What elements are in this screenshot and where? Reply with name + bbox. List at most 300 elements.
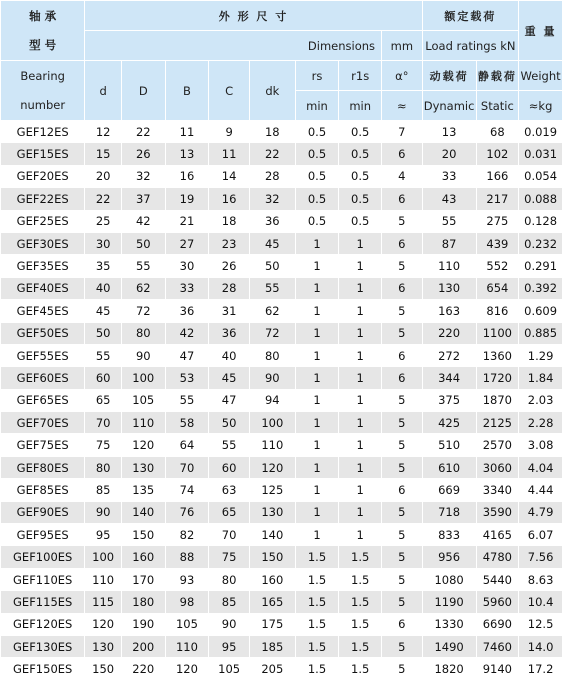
cell-rs: 1 [295,412,339,434]
cell-r1s: 0.5 [339,210,382,232]
col-dynamic-en-header: Dynamic [422,91,476,121]
cell-C: 65 [209,501,250,523]
cell-static: 2570 [476,434,519,456]
cell-B: 36 [165,300,209,322]
cell-model: GEF55ES [1,344,85,366]
cell-B: 21 [165,210,209,232]
cell-dk: 72 [249,322,295,344]
cell-alpha: 5 [382,635,423,657]
cell-dk: 45 [249,232,295,254]
col-r1s-header: r1s [339,61,382,91]
cell-model: GEF25ES [1,210,85,232]
dimensions-unit: mm [382,31,423,61]
cell-static: 1360 [476,344,519,366]
cell-dk: 120 [249,456,295,478]
cell-alpha: 6 [382,613,423,635]
cell-rs: 1 [295,479,339,501]
cell-d: 110 [85,568,122,590]
cell-d: 120 [85,613,122,635]
cell-d: 75 [85,434,122,456]
cell-dk: 94 [249,389,295,411]
cell-dynamic: 510 [422,434,476,456]
table-row [1,524,563,546]
cell-r1s: 1 [339,300,382,322]
cell-D: 72 [121,300,165,322]
cell-B: 19 [165,188,209,210]
cell-dk: 150 [249,546,295,568]
cell-dynamic: 344 [422,367,476,389]
cell-alpha: 6 [382,277,423,299]
cell-rs: 1 [295,524,339,546]
cell-r1s: 1.5 [339,546,382,568]
cell-weight: 17.2 [519,658,563,680]
table-row [1,143,563,165]
table-row [1,188,563,210]
cell-alpha: 5 [382,658,423,680]
cell-C: 55 [209,434,250,456]
cell-model: GEF22ES [1,188,85,210]
cell-dk: 55 [249,277,295,299]
cell-model: GEF110ES [1,568,85,590]
cell-dk: 18 [249,121,295,143]
table-row [1,546,563,568]
cell-static: 9140 [476,658,519,680]
col-static-en-header: Static [476,91,519,121]
cell-model: GEF85ES [1,479,85,501]
weight-unit-header: ≈kg [519,91,563,121]
cell-static: 5440 [476,568,519,590]
cell-rs: 1.5 [295,635,339,657]
cell-dynamic: 718 [422,501,476,523]
cell-C: 40 [209,344,250,366]
col-dynamic-zh-header: 动载荷 [422,61,476,91]
cell-weight: 6.07 [519,524,563,546]
cell-alpha: 6 [382,143,423,165]
table-row [1,210,563,232]
cell-static: 275 [476,210,519,232]
cell-r1s: 1 [339,434,382,456]
cell-rs: 1 [295,255,339,277]
col-C-header: C [209,61,250,121]
cell-D: 50 [121,232,165,254]
cell-r1s: 1 [339,412,382,434]
cell-d: 80 [85,456,122,478]
cell-C: 105 [209,658,250,680]
cell-C: 9 [209,121,250,143]
cell-dynamic: 33 [422,165,476,187]
cell-r1s: 1.5 [339,635,382,657]
cell-r1s: 0.5 [339,121,382,143]
cell-B: 64 [165,434,209,456]
cell-d: 85 [85,479,122,501]
cell-dk: 125 [249,479,295,501]
cell-dk: 140 [249,524,295,546]
cell-d: 20 [85,165,122,187]
bearing-number-en-header: Bearing number [1,61,85,121]
cell-C: 90 [209,613,250,635]
cell-C: 75 [209,546,250,568]
cell-D: 130 [121,456,165,478]
cell-rs: 1 [295,300,339,322]
cell-static: 102 [476,143,519,165]
cell-static: 3340 [476,479,519,501]
cell-static: 3590 [476,501,519,523]
cell-alpha: 5 [382,546,423,568]
cell-alpha: 6 [382,344,423,366]
table-row [1,322,563,344]
cell-static: 6690 [476,613,519,635]
cell-dk: 110 [249,434,295,456]
cell-B: 98 [165,591,209,613]
cell-D: 190 [121,613,165,635]
cell-alpha: 5 [382,322,423,344]
cell-dynamic: 1190 [422,591,476,613]
cell-model: GEF12ES [1,121,85,143]
cell-dynamic: 272 [422,344,476,366]
cell-dynamic: 163 [422,300,476,322]
cell-rs: 1 [295,456,339,478]
cell-r1s: 1 [339,524,382,546]
cell-dk: 28 [249,165,295,187]
cell-d: 22 [85,188,122,210]
cell-dynamic: 130 [422,277,476,299]
col-r1s-sub-header: min [339,91,382,121]
cell-weight: 4.79 [519,501,563,523]
cell-static: 1100 [476,322,519,344]
cell-rs: 1 [295,322,339,344]
load-ratings-en-header: Load ratings kN [422,31,519,61]
cell-d: 70 [85,412,122,434]
cell-alpha: 7 [382,121,423,143]
cell-D: 80 [121,322,165,344]
cell-C: 85 [209,591,250,613]
cell-d: 35 [85,255,122,277]
cell-D: 26 [121,143,165,165]
cell-weight: 1.84 [519,367,563,389]
cell-B: 105 [165,613,209,635]
cell-weight: 0.088 [519,188,563,210]
cell-D: 150 [121,524,165,546]
cell-dynamic: 833 [422,524,476,546]
cell-static: 552 [476,255,519,277]
cell-r1s: 1 [339,344,382,366]
cell-dynamic: 55 [422,210,476,232]
cell-C: 31 [209,300,250,322]
cell-static: 2125 [476,412,519,434]
cell-weight: 4.04 [519,456,563,478]
cell-C: 28 [209,277,250,299]
cell-B: 76 [165,501,209,523]
cell-r1s: 1.5 [339,658,382,680]
cell-static: 5960 [476,591,519,613]
cell-model: GEF95ES [1,524,85,546]
cell-dynamic: 110 [422,255,476,277]
cell-alpha: 5 [382,300,423,322]
cell-dk: 50 [249,255,295,277]
cell-alpha: 5 [382,389,423,411]
cell-model: GEF30ES [1,232,85,254]
cell-dynamic: 1490 [422,635,476,657]
cell-weight: 2.28 [519,412,563,434]
cell-static: 4780 [476,546,519,568]
cell-model: GEF45ES [1,300,85,322]
cell-model: GEF65ES [1,389,85,411]
cell-r1s: 1 [339,277,382,299]
cell-alpha: 5 [382,591,423,613]
cell-weight: 14.0 [519,635,563,657]
table-row [1,277,563,299]
cell-model: GEF70ES [1,412,85,434]
cell-rs: 0.5 [295,188,339,210]
cell-rs: 1.5 [295,658,339,680]
cell-d: 12 [85,121,122,143]
cell-D: 105 [121,389,165,411]
weight-en-header: Weight [519,61,563,91]
col-rs-header: rs [295,61,339,91]
cell-model: GEF130ES [1,635,85,657]
cell-dynamic: 956 [422,546,476,568]
cell-weight: 2.03 [519,389,563,411]
cell-r1s: 1.5 [339,568,382,590]
table-row [1,434,563,456]
cell-C: 63 [209,479,250,501]
cell-dk: 62 [249,300,295,322]
cell-weight: 0.031 [519,143,563,165]
cell-model: GEF20ES [1,165,85,187]
col-static-zh-header: 静载荷 [476,61,519,91]
cell-weight: 4.44 [519,479,563,501]
cell-weight: 7.56 [519,546,563,568]
cell-B: 110 [165,635,209,657]
cell-alpha: 5 [382,255,423,277]
table-row [1,456,563,478]
cell-r1s: 0.5 [339,165,382,187]
cell-D: 220 [121,658,165,680]
cell-rs: 1 [295,367,339,389]
cell-D: 22 [121,121,165,143]
cell-d: 50 [85,322,122,344]
cell-B: 30 [165,255,209,277]
cell-static: 4165 [476,524,519,546]
cell-r1s: 1 [339,322,382,344]
cell-C: 23 [209,232,250,254]
table-row [1,412,563,434]
table-header [1,1,563,121]
cell-d: 100 [85,546,122,568]
cell-r1s: 1 [339,389,382,411]
cell-B: 82 [165,524,209,546]
cell-model: GEF80ES [1,456,85,478]
cell-rs: 0.5 [295,210,339,232]
cell-B: 13 [165,143,209,165]
cell-D: 110 [121,412,165,434]
cell-rs: 1.5 [295,613,339,635]
cell-static: 654 [476,277,519,299]
dimensions-en-header: Dimensions [85,31,382,61]
cell-static: 166 [476,165,519,187]
cell-d: 115 [85,591,122,613]
cell-model: GEF50ES [1,322,85,344]
cell-r1s: 0.5 [339,188,382,210]
cell-rs: 1 [295,277,339,299]
cell-C: 70 [209,524,250,546]
cell-weight: 8.63 [519,568,563,590]
cell-r1s: 1.5 [339,613,382,635]
cell-r1s: 1 [339,232,382,254]
cell-static: 1870 [476,389,519,411]
col-B-header: B [165,61,209,121]
cell-static: 3060 [476,456,519,478]
cell-dynamic: 425 [422,412,476,434]
cell-weight: 0.392 [519,277,563,299]
cell-model: GEF100ES [1,546,85,568]
cell-d: 25 [85,210,122,232]
cell-B: 70 [165,456,209,478]
cell-D: 200 [121,635,165,657]
table-row [1,344,563,366]
cell-dk: 32 [249,188,295,210]
dimensions-zh-header: 外 形 尺 寸 [85,1,422,31]
cell-D: 100 [121,367,165,389]
cell-C: 36 [209,322,250,344]
cell-weight: 0.885 [519,322,563,344]
cell-weight: 3.08 [519,434,563,456]
cell-B: 47 [165,344,209,366]
cell-rs: 0.5 [295,121,339,143]
cell-r1s: 1 [339,479,382,501]
cell-weight: 1.29 [519,344,563,366]
cell-rs: 0.5 [295,165,339,187]
cell-weight: 0.054 [519,165,563,187]
cell-alpha: 5 [382,412,423,434]
table-row [1,568,563,590]
cell-model: GEF40ES [1,277,85,299]
cell-rs: 1 [295,501,339,523]
cell-alpha: 5 [382,524,423,546]
cell-model: GEF75ES [1,434,85,456]
cell-dynamic: 13 [422,121,476,143]
cell-alpha: 5 [382,456,423,478]
table-body [1,121,563,681]
cell-C: 95 [209,635,250,657]
cell-model: GEF90ES [1,501,85,523]
cell-weight: 0.128 [519,210,563,232]
cell-B: 88 [165,546,209,568]
cell-B: 27 [165,232,209,254]
cell-dk: 165 [249,591,295,613]
cell-d: 60 [85,367,122,389]
bearing-number-zh-header: 轴 承 型 号 [1,1,85,61]
cell-d: 55 [85,344,122,366]
cell-B: 55 [165,389,209,411]
cell-r1s: 1 [339,255,382,277]
cell-r1s: 0.5 [339,143,382,165]
cell-D: 170 [121,568,165,590]
table-row [1,501,563,523]
cell-rs: 1 [295,389,339,411]
cell-D: 180 [121,591,165,613]
cell-model: GEF150ES [1,658,85,680]
cell-d: 45 [85,300,122,322]
cell-C: 26 [209,255,250,277]
cell-D: 37 [121,188,165,210]
cell-B: 16 [165,165,209,187]
cell-B: 74 [165,479,209,501]
cell-alpha: 5 [382,568,423,590]
cell-static: 68 [476,121,519,143]
cell-rs: 1.5 [295,591,339,613]
cell-B: 53 [165,367,209,389]
table-row [1,658,563,680]
cell-weight: 0.019 [519,121,563,143]
cell-B: 11 [165,121,209,143]
cell-D: 160 [121,546,165,568]
table-row [1,300,563,322]
cell-D: 62 [121,277,165,299]
cell-r1s: 1 [339,367,382,389]
cell-dynamic: 1820 [422,658,476,680]
load-ratings-zh-header: 额定载荷 [422,1,519,31]
cell-d: 30 [85,232,122,254]
cell-rs: 1.5 [295,568,339,590]
cell-rs: 1 [295,434,339,456]
table-row [1,591,563,613]
cell-B: 33 [165,277,209,299]
cell-dk: 36 [249,210,295,232]
table-row [1,255,563,277]
cell-alpha: 6 [382,188,423,210]
cell-d: 130 [85,635,122,657]
cell-d: 90 [85,501,122,523]
cell-C: 18 [209,210,250,232]
table-row [1,389,563,411]
cell-dk: 130 [249,501,295,523]
cell-static: 439 [476,232,519,254]
cell-dk: 90 [249,367,295,389]
cell-weight: 0.609 [519,300,563,322]
cell-model: GEF35ES [1,255,85,277]
cell-dynamic: 610 [422,456,476,478]
cell-weight: 0.291 [519,255,563,277]
cell-model: GEF115ES [1,591,85,613]
cell-dynamic: 669 [422,479,476,501]
cell-rs: 1 [295,344,339,366]
cell-d: 40 [85,277,122,299]
cell-dynamic: 220 [422,322,476,344]
cell-B: 58 [165,412,209,434]
cell-C: 16 [209,188,250,210]
cell-dk: 175 [249,613,295,635]
cell-static: 1720 [476,367,519,389]
cell-B: 42 [165,322,209,344]
cell-dynamic: 1080 [422,568,476,590]
cell-D: 42 [121,210,165,232]
cell-d: 65 [85,389,122,411]
cell-dk: 22 [249,143,295,165]
weight-zh-header: 重 量 [519,1,563,61]
col-D-header: D [121,61,165,121]
cell-r1s: 1 [339,456,382,478]
table-row [1,121,563,143]
cell-C: 50 [209,412,250,434]
cell-alpha: 6 [382,232,423,254]
col-rs-sub-header: min [295,91,339,121]
cell-D: 90 [121,344,165,366]
cell-D: 140 [121,501,165,523]
cell-alpha: 5 [382,501,423,523]
cell-D: 135 [121,479,165,501]
col-alpha-sub-header: ≈ [382,91,423,121]
